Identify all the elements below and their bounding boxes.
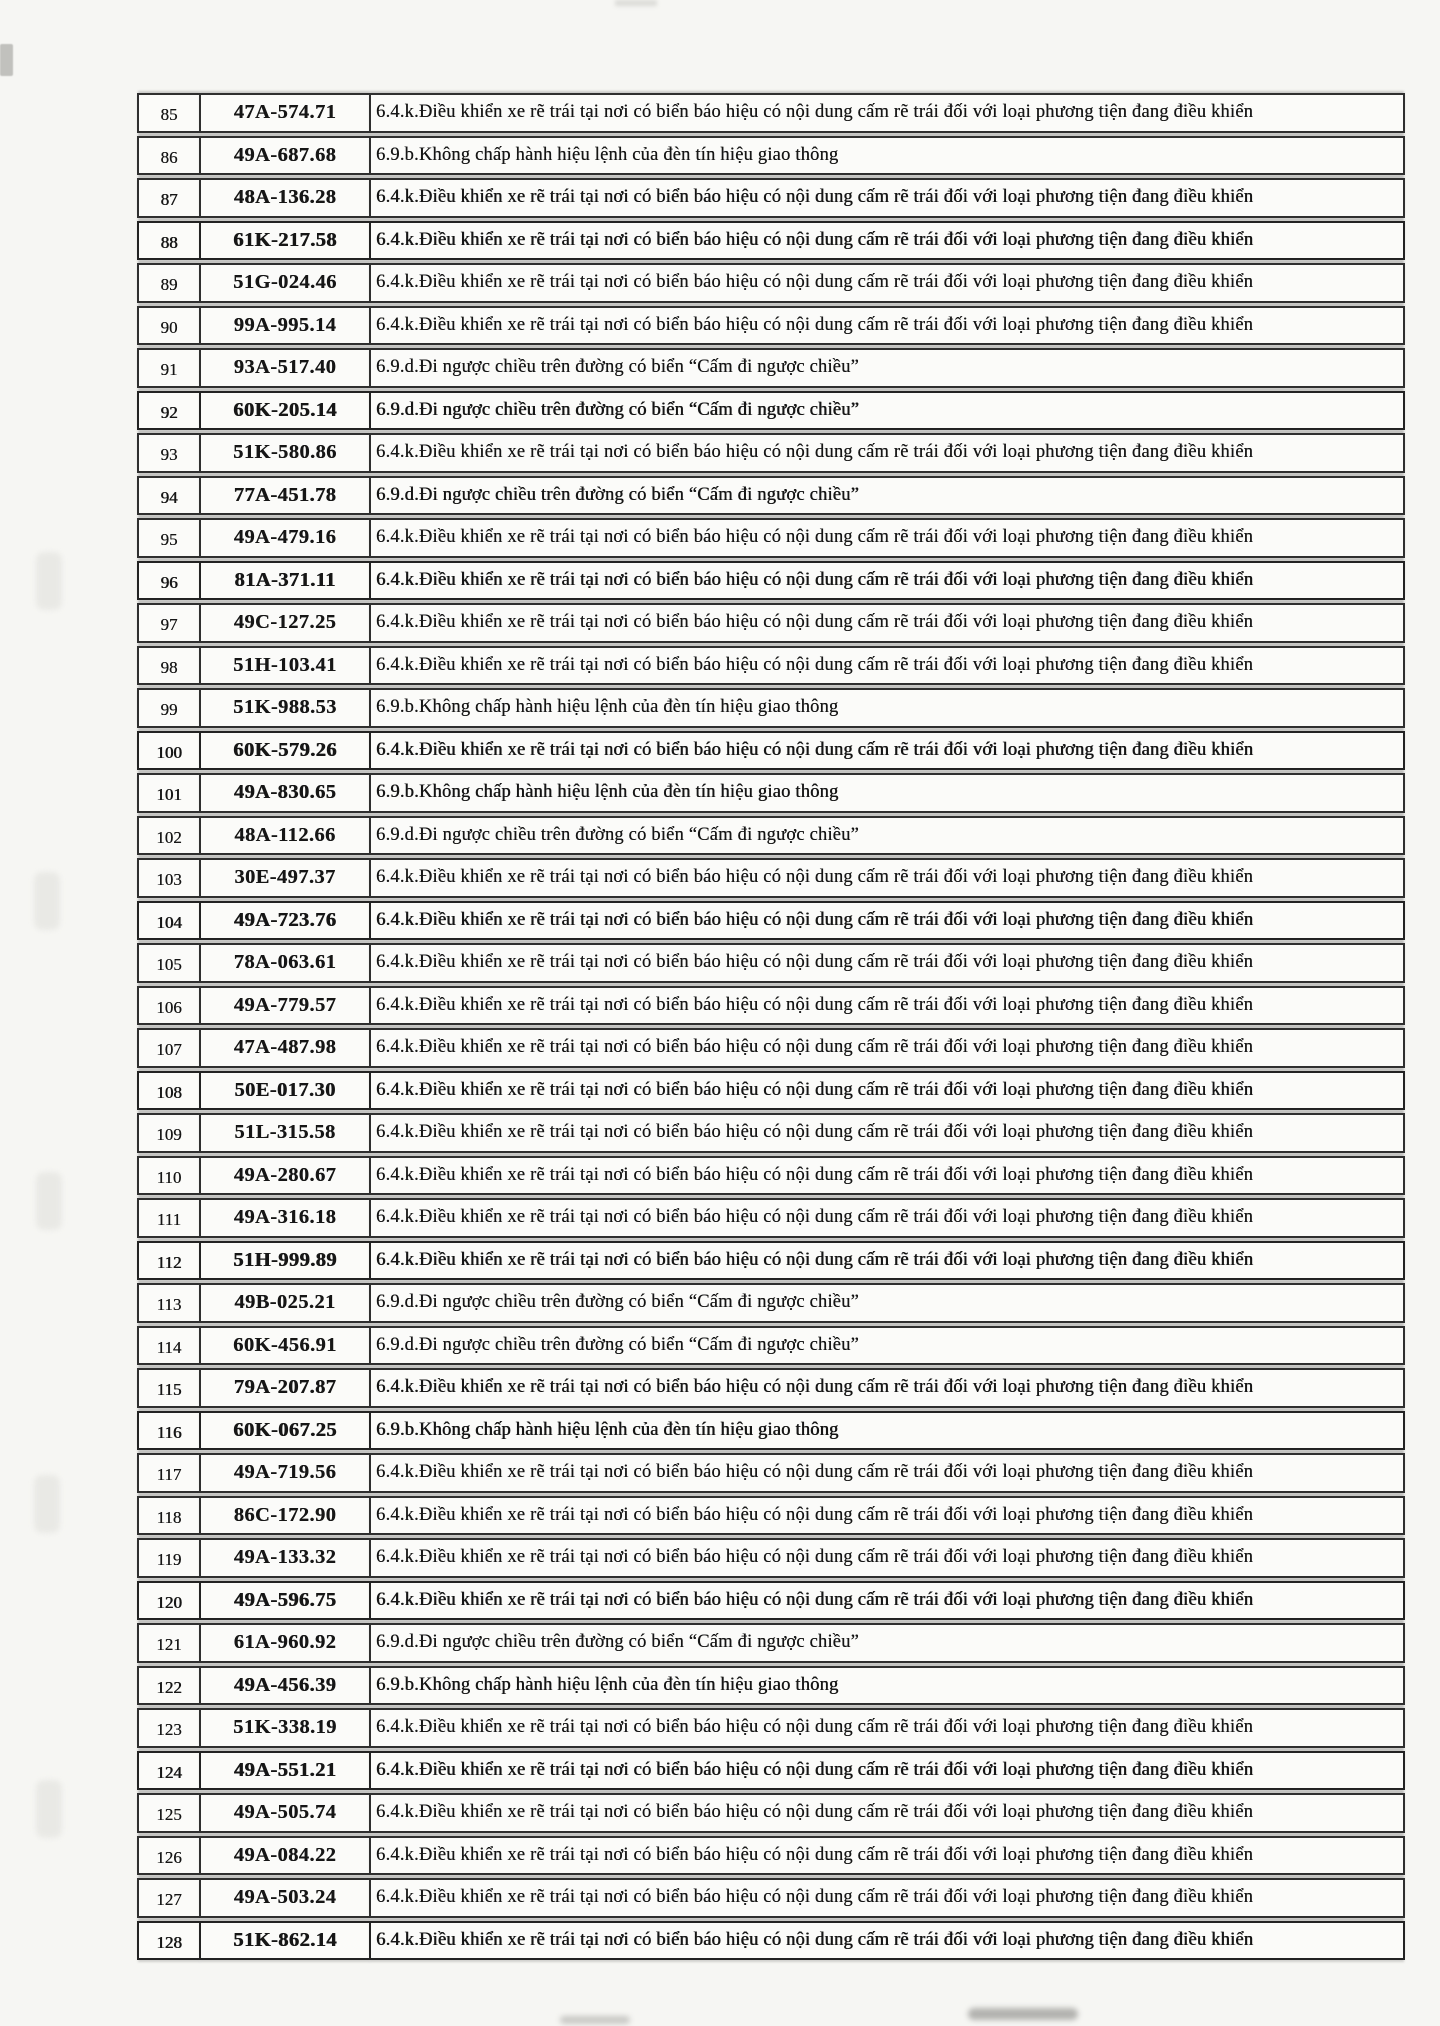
license-plate-cell: 99A-995.14 [199, 306, 371, 346]
row-number-cell: 108 [137, 1071, 201, 1111]
row-number-cell: 85 [137, 93, 201, 133]
row-number-cell: 93 [137, 433, 201, 473]
license-plate-cell: 48A-112.66 [199, 816, 371, 856]
violation-text-cell: 6.4.k.Điều khiển xe rẽ trái tại nơi có biển báo hiệu có nội dung cấm rẽ trái đối với loại phương tiện đang điều khiển [369, 433, 1405, 473]
table-row [137, 986, 1405, 1026]
row-number-cell: 113 [137, 1283, 201, 1323]
row-number-cell: 101 [137, 773, 201, 813]
license-plate-cell: 49C-127.25 [199, 603, 371, 643]
table-row [137, 1326, 1405, 1366]
table-row [137, 688, 1405, 728]
row-number-cell: 120 [137, 1581, 201, 1621]
license-plate-cell: 81A-371.11 [199, 561, 371, 601]
violation-text-cell: 6.9.d.Đi ngược chiều trên đường có biển “Cấm đi ngược chiều” [369, 348, 1405, 388]
table-row [137, 476, 1405, 516]
license-plate-cell: 49A-596.75 [199, 1581, 371, 1621]
scan-artifact [36, 552, 62, 610]
table-row [137, 1708, 1405, 1748]
license-plate-cell: 49A-830.65 [199, 773, 371, 813]
row-number-cell: 127 [137, 1878, 201, 1918]
license-plate-cell: 51K-862.14 [199, 1921, 371, 1961]
violation-text-cell: 6.4.k.Điều khiển xe rẽ trái tại nơi có biển báo hiệu có nội dung cấm rẽ trái đối với loại phương tiện đang điều khiển [369, 221, 1405, 261]
table-row [137, 901, 1405, 941]
license-plate-cell: 51H-103.41 [199, 646, 371, 686]
license-plate-cell: 49A-316.18 [199, 1198, 371, 1238]
scan-artifact [0, 44, 13, 76]
license-plate-cell: 49A-133.32 [199, 1538, 371, 1578]
row-number-cell: 124 [137, 1751, 201, 1791]
table-row [137, 1751, 1405, 1791]
table-row [137, 1071, 1405, 1111]
license-plate-cell: 49A-723.76 [199, 901, 371, 941]
license-plate-cell: 77A-451.78 [199, 476, 371, 516]
table-row [137, 1411, 1405, 1451]
row-number-cell: 100 [137, 731, 201, 771]
table-row [137, 391, 1405, 431]
table-row [137, 646, 1405, 686]
row-number-cell: 92 [137, 391, 201, 431]
row-number-cell: 91 [137, 348, 201, 388]
scan-artifact [34, 1475, 60, 1533]
violation-text-cell: 6.9.b.Không chấp hành hiệu lệnh của đèn tín hiệu giao thông [369, 1666, 1405, 1706]
row-number-cell: 98 [137, 646, 201, 686]
row-number-cell: 105 [137, 943, 201, 983]
scan-artifact [34, 872, 60, 930]
violation-text-cell: 6.4.k.Điều khiển xe rẽ trái tại nơi có biển báo hiệu có nội dung cấm rẽ trái đối với loại phương tiện đang điều khiển [369, 1496, 1405, 1536]
violation-text-cell: 6.9.b.Không chấp hành hiệu lệnh của đèn tín hiệu giao thông [369, 688, 1405, 728]
license-plate-cell: 78A-063.61 [199, 943, 371, 983]
license-plate-cell: 47A-574.71 [199, 93, 371, 133]
scan-artifact [36, 1780, 62, 1838]
table-row [137, 1028, 1405, 1068]
violation-text-cell: 6.4.k.Điều khiển xe rẽ trái tại nơi có biển báo hiệu có nội dung cấm rẽ trái đối với loại phương tiện đang điều khiển [369, 1198, 1405, 1238]
license-plate-cell: 49A-280.67 [199, 1156, 371, 1196]
violation-text-cell: 6.4.k.Điều khiển xe rẽ trái tại nơi có biển báo hiệu có nội dung cấm rẽ trái đối với loại phương tiện đang điều khiển [369, 306, 1405, 346]
table-row [137, 1368, 1405, 1408]
row-number-cell: 111 [137, 1198, 201, 1238]
license-plate-cell: 51L-315.58 [199, 1113, 371, 1153]
table-row [137, 93, 1405, 133]
table-row [137, 943, 1405, 983]
scan-artifact [36, 1172, 62, 1230]
violation-text-cell: 6.4.k.Điều khiển xe rẽ trái tại nơi có biển báo hiệu có nội dung cấm rẽ trái đối với loại phương tiện đang điều khiển [369, 1453, 1405, 1493]
table-row [137, 816, 1405, 856]
row-number-cell: 109 [137, 1113, 201, 1153]
table-row [137, 178, 1405, 218]
license-plate-cell: 79A-207.87 [199, 1368, 371, 1408]
violation-text-cell: 6.4.k.Điều khiển xe rẽ trái tại nơi có biển báo hiệu có nội dung cấm rẽ trái đối với loại phương tiện đang điều khiển [369, 731, 1405, 771]
license-plate-cell: 49A-779.57 [199, 986, 371, 1026]
violation-text-cell: 6.4.k.Điều khiển xe rẽ trái tại nơi có biển báo hiệu có nội dung cấm rẽ trái đối với loại phương tiện đang điều khiển [369, 178, 1405, 218]
license-plate-cell: 50E-017.30 [199, 1071, 371, 1111]
row-number-cell: 115 [137, 1368, 201, 1408]
violation-text-cell: 6.4.k.Điều khiển xe rẽ trái tại nơi có biển báo hiệu có nội dung cấm rẽ trái đối với loại phương tiện đang điều khiển [369, 646, 1405, 686]
violation-text-cell: 6.4.k.Điều khiển xe rẽ trái tại nơi có biển báo hiệu có nội dung cấm rẽ trái đối với loại phương tiện đang điều khiển [369, 1028, 1405, 1068]
table-row [137, 1113, 1405, 1153]
license-plate-cell: 93A-517.40 [199, 348, 371, 388]
license-plate-cell: 60K-067.25 [199, 1411, 371, 1451]
row-number-cell: 103 [137, 858, 201, 898]
row-number-cell: 96 [137, 561, 201, 601]
violation-text-cell: 6.4.k.Điều khiển xe rẽ trái tại nơi có biển báo hiệu có nội dung cấm rẽ trái đối với loại phương tiện đang điều khiển [369, 1921, 1405, 1961]
license-plate-cell: 60K-456.91 [199, 1326, 371, 1366]
violation-text-cell: 6.4.k.Điều khiển xe rẽ trái tại nơi có biển báo hiệu có nội dung cấm rẽ trái đối với loại phương tiện đang điều khiển [369, 603, 1405, 643]
table-row [137, 773, 1405, 813]
table-row [137, 1156, 1405, 1196]
table-row [137, 306, 1405, 346]
row-number-cell: 90 [137, 306, 201, 346]
license-plate-cell: 48A-136.28 [199, 178, 371, 218]
license-plate-cell: 60K-205.14 [199, 391, 371, 431]
table-row [137, 561, 1405, 601]
violation-text-cell: 6.9.d.Đi ngược chiều trên đường có biển “Cấm đi ngược chiều” [369, 1623, 1405, 1663]
row-number-cell: 97 [137, 603, 201, 643]
row-number-cell: 125 [137, 1793, 201, 1833]
license-plate-cell: 51G-024.46 [199, 263, 371, 303]
license-plate-cell: 49A-479.16 [199, 518, 371, 558]
table-row [137, 1623, 1405, 1663]
table-row [137, 1496, 1405, 1536]
license-plate-cell: 61K-217.58 [199, 221, 371, 261]
license-plate-cell: 49A-456.39 [199, 1666, 371, 1706]
row-number-cell: 95 [137, 518, 201, 558]
violation-text-cell: 6.9.d.Đi ngược chiều trên đường có biển “Cấm đi ngược chiều” [369, 391, 1405, 431]
violation-text-cell: 6.4.k.Điều khiển xe rẽ trái tại nơi có biển báo hiệu có nội dung cấm rẽ trái đối với loại phương tiện đang điều khiển [369, 1156, 1405, 1196]
violation-text-cell: 6.4.k.Điều khiển xe rẽ trái tại nơi có biển báo hiệu có nội dung cấm rẽ trái đối với loại phương tiện đang điều khiển [369, 901, 1405, 941]
scan-artifact [968, 2008, 1078, 2020]
violation-text-cell: 6.4.k.Điều khiển xe rẽ trái tại nơi có biển báo hiệu có nội dung cấm rẽ trái đối với loại phương tiện đang điều khiển [369, 858, 1405, 898]
table-row [137, 1453, 1405, 1493]
violation-text-cell: 6.4.k.Điều khiển xe rẽ trái tại nơi có biển báo hiệu có nội dung cấm rẽ trái đối với loại phương tiện đang điều khiển [369, 93, 1405, 133]
license-plate-cell: 30E-497.37 [199, 858, 371, 898]
table-row [137, 1921, 1405, 1961]
violation-text-cell: 6.9.d.Đi ngược chiều trên đường có biển “Cấm đi ngược chiều” [369, 816, 1405, 856]
table-row [137, 1793, 1405, 1833]
license-plate-cell: 61A-960.92 [199, 1623, 371, 1663]
table-row [137, 1581, 1405, 1621]
violation-text-cell: 6.9.d.Đi ngược chiều trên đường có biển “Cấm đi ngược chiều” [369, 476, 1405, 516]
license-plate-cell: 51H-999.89 [199, 1241, 371, 1281]
table-row [137, 1666, 1405, 1706]
row-number-cell: 94 [137, 476, 201, 516]
violation-text-cell: 6.4.k.Điều khiển xe rẽ trái tại nơi có biển báo hiệu có nội dung cấm rẽ trái đối với loại phương tiện đang điều khiển [369, 1113, 1405, 1153]
license-plate-cell: 49A-551.21 [199, 1751, 371, 1791]
license-plate-cell: 49A-084.22 [199, 1836, 371, 1876]
table-row [137, 348, 1405, 388]
scan-artifact [560, 2016, 630, 2024]
violation-table [137, 93, 1405, 1963]
row-number-cell: 88 [137, 221, 201, 261]
row-number-cell: 116 [137, 1411, 201, 1451]
table-row [137, 221, 1405, 261]
violation-text-cell: 6.4.k.Điều khiển xe rẽ trái tại nơi có biển báo hiệu có nội dung cấm rẽ trái đối với loại phương tiện đang điều khiển [369, 1241, 1405, 1281]
table-row [137, 1878, 1405, 1918]
violation-text-cell: 6.9.b.Không chấp hành hiệu lệnh của đèn tín hiệu giao thông [369, 136, 1405, 176]
violation-text-cell: 6.4.k.Điều khiển xe rẽ trái tại nơi có biển báo hiệu có nội dung cấm rẽ trái đối với loại phương tiện đang điều khiển [369, 1878, 1405, 1918]
table-row [137, 1538, 1405, 1578]
table-row [137, 603, 1405, 643]
row-number-cell: 89 [137, 263, 201, 303]
license-plate-cell: 49B-025.21 [199, 1283, 371, 1323]
row-number-cell: 128 [137, 1921, 201, 1961]
violation-text-cell: 6.4.k.Điều khiển xe rẽ trái tại nơi có biển báo hiệu có nội dung cấm rẽ trái đối với loại phương tiện đang điều khiển [369, 1836, 1405, 1876]
violation-text-cell: 6.4.k.Điều khiển xe rẽ trái tại nơi có biển báo hiệu có nội dung cấm rẽ trái đối với loại phương tiện đang điều khiển [369, 518, 1405, 558]
table-row [137, 858, 1405, 898]
violation-text-cell: 6.9.d.Đi ngược chiều trên đường có biển “Cấm đi ngược chiều” [369, 1283, 1405, 1323]
row-number-cell: 126 [137, 1836, 201, 1876]
row-number-cell: 86 [137, 136, 201, 176]
license-plate-cell: 51K-580.86 [199, 433, 371, 473]
row-number-cell: 121 [137, 1623, 201, 1663]
violation-text-cell: 6.9.d.Đi ngược chiều trên đường có biển “Cấm đi ngược chiều” [369, 1326, 1405, 1366]
scan-artifact [615, 0, 657, 6]
row-number-cell: 104 [137, 901, 201, 941]
row-number-cell: 112 [137, 1241, 201, 1281]
violation-text-cell: 6.4.k.Điều khiển xe rẽ trái tại nơi có biển báo hiệu có nội dung cấm rẽ trái đối với loại phương tiện đang điều khiển [369, 986, 1405, 1026]
row-number-cell: 102 [137, 816, 201, 856]
license-plate-cell: 49A-719.56 [199, 1453, 371, 1493]
license-plate-cell: 51K-338.19 [199, 1708, 371, 1748]
license-plate-cell: 49A-503.24 [199, 1878, 371, 1918]
license-plate-cell: 49A-687.68 [199, 136, 371, 176]
license-plate-cell: 49A-505.74 [199, 1793, 371, 1833]
license-plate-cell: 47A-487.98 [199, 1028, 371, 1068]
row-number-cell: 123 [137, 1708, 201, 1748]
table-row [137, 1283, 1405, 1323]
violation-text-cell: 6.4.k.Điều khiển xe rẽ trái tại nơi có biển báo hiệu có nội dung cấm rẽ trái đối với loại phương tiện đang điều khiển [369, 561, 1405, 601]
table-row [137, 518, 1405, 558]
row-number-cell: 118 [137, 1496, 201, 1536]
row-number-cell: 117 [137, 1453, 201, 1493]
table-row [137, 731, 1405, 771]
violation-text-cell: 6.4.k.Điều khiển xe rẽ trái tại nơi có biển báo hiệu có nội dung cấm rẽ trái đối với loại phương tiện đang điều khiển [369, 1071, 1405, 1111]
row-number-cell: 119 [137, 1538, 201, 1578]
violation-text-cell: 6.4.k.Điều khiển xe rẽ trái tại nơi có biển báo hiệu có nội dung cấm rẽ trái đối với loại phương tiện đang điều khiển [369, 1793, 1405, 1833]
license-plate-cell: 51K-988.53 [199, 688, 371, 728]
row-number-cell: 87 [137, 178, 201, 218]
violation-text-cell: 6.4.k.Điều khiển xe rẽ trái tại nơi có biển báo hiệu có nội dung cấm rẽ trái đối với loại phương tiện đang điều khiển [369, 1751, 1405, 1791]
violation-text-cell: 6.4.k.Điều khiển xe rẽ trái tại nơi có biển báo hiệu có nội dung cấm rẽ trái đối với loại phương tiện đang điều khiển [369, 1538, 1405, 1578]
license-plate-cell: 86C-172.90 [199, 1496, 371, 1536]
row-number-cell: 107 [137, 1028, 201, 1068]
violation-text-cell: 6.9.b.Không chấp hành hiệu lệnh của đèn tín hiệu giao thông [369, 1411, 1405, 1451]
violation-text-cell: 6.4.k.Điều khiển xe rẽ trái tại nơi có biển báo hiệu có nội dung cấm rẽ trái đối với loại phương tiện đang điều khiển [369, 1708, 1405, 1748]
table-row [137, 433, 1405, 473]
violation-text-cell: 6.4.k.Điều khiển xe rẽ trái tại nơi có biển báo hiệu có nội dung cấm rẽ trái đối với loại phương tiện đang điều khiển [369, 1368, 1405, 1408]
row-number-cell: 99 [137, 688, 201, 728]
row-number-cell: 114 [137, 1326, 201, 1366]
violation-text-cell: 6.4.k.Điều khiển xe rẽ trái tại nơi có biển báo hiệu có nội dung cấm rẽ trái đối với loại phương tiện đang điều khiển [369, 943, 1405, 983]
table-row [137, 1241, 1405, 1281]
table-row [137, 1198, 1405, 1238]
license-plate-cell: 60K-579.26 [199, 731, 371, 771]
row-number-cell: 106 [137, 986, 201, 1026]
row-number-cell: 122 [137, 1666, 201, 1706]
violation-text-cell: 6.4.k.Điều khiển xe rẽ trái tại nơi có biển báo hiệu có nội dung cấm rẽ trái đối với loại phương tiện đang điều khiển [369, 1581, 1405, 1621]
table-row [137, 263, 1405, 303]
table-row [137, 136, 1405, 176]
violation-text-cell: 6.4.k.Điều khiển xe rẽ trái tại nơi có biển báo hiệu có nội dung cấm rẽ trái đối với loại phương tiện đang điều khiển [369, 263, 1405, 303]
violation-text-cell: 6.9.b.Không chấp hành hiệu lệnh của đèn tín hiệu giao thông [369, 773, 1405, 813]
row-number-cell: 110 [137, 1156, 201, 1196]
table-row [137, 1836, 1405, 1876]
